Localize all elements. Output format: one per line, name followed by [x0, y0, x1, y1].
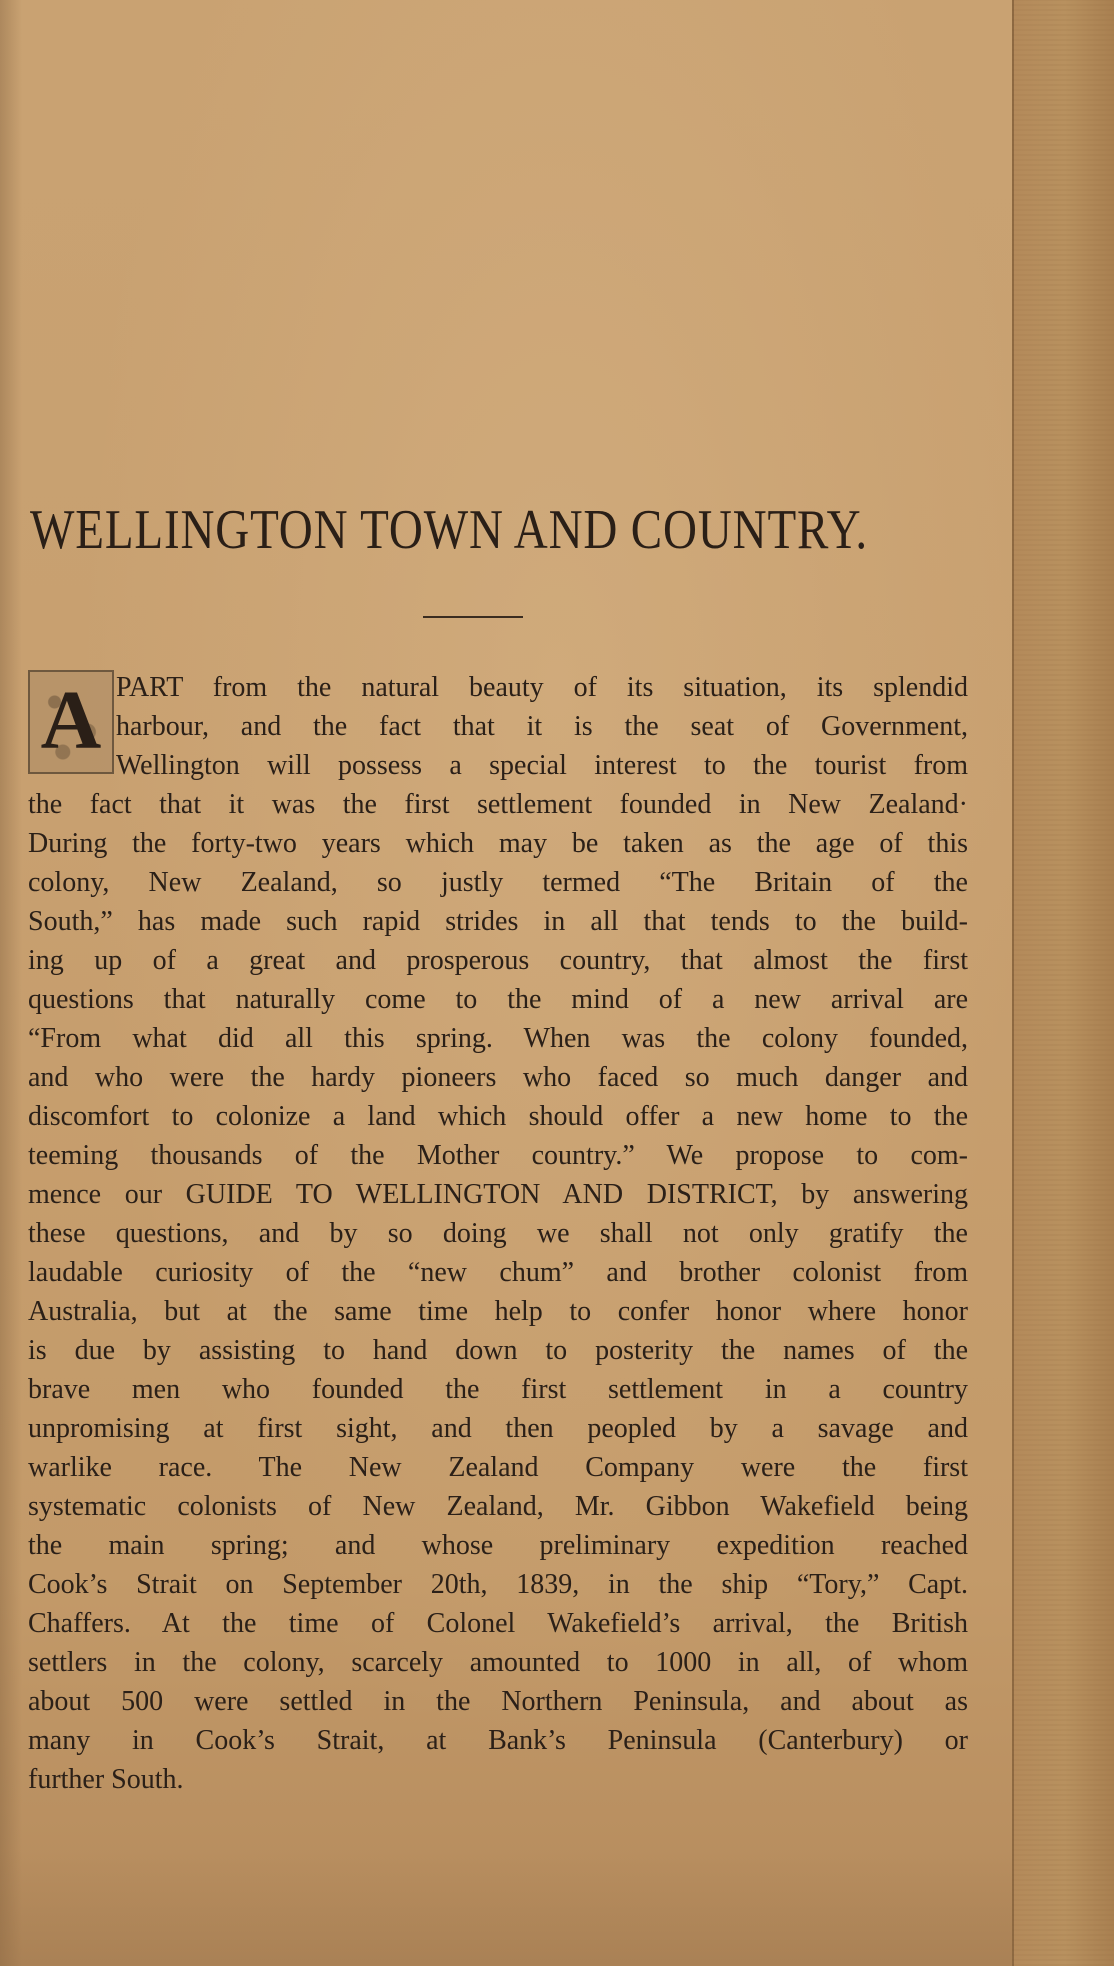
drop-cap-ornament	[28, 670, 114, 774]
paragraph-line: settlers in the colony, scarcely amounted to 1000 in all, of whom	[28, 1647, 968, 1678]
paragraph-line: further South.	[28, 1764, 184, 1795]
page-left-edge	[0, 0, 22, 1966]
paragraph-line: about 500 were settled in the Northern Peninsula, and about as	[28, 1686, 968, 1717]
paragraph-line: PART from the natural beauty of its situation, its splendid	[116, 672, 968, 703]
paragraph-line: and who were the hardy pioneers who faced so much danger and	[28, 1062, 968, 1093]
paragraph-line: systematic colonists of New Zealand, Mr. Gibbon Wakefield being	[28, 1491, 968, 1522]
paragraph-line: harbour, and the fact that it is the seat of Government,	[116, 711, 968, 742]
paragraph-line: many in Cook’s Strait, at Bank’s Peninsula (Canterbury) or	[28, 1725, 968, 1756]
paragraph-line: ing up of a great and prosperous country, that almost the first	[28, 945, 968, 976]
paragraph-line: discomfort to colonize a land which should offer a new home to the	[28, 1101, 968, 1132]
paragraph-line: questions that naturally come to the mind of a new arrival are	[28, 984, 968, 1015]
page-bottom-shade	[0, 1850, 1012, 1966]
paragraph-line: South,” has made such rapid strides in all that tends to the build-	[28, 906, 968, 937]
paragraph-line: “From what did all this spring. When was the colony founded,	[28, 1023, 968, 1054]
drop-cap-letter: A	[40, 674, 102, 767]
paragraph-line: laudable curiosity of the “new chum” and brother colonist from	[28, 1257, 968, 1288]
paragraph-line: the fact that it was the first settlement founded in New Zealand·	[28, 789, 968, 820]
paragraph-line: unpromising at first sight, and then peopled by a savage and	[28, 1413, 968, 1444]
paragraph-line: colony, New Zealand, so justly termed “The Britain of the	[28, 867, 968, 898]
paragraph-line: During the forty-two years which may be taken as the age of this	[28, 828, 968, 859]
paragraph-line: Cook’s Strait on September 20th, 1839, in the ship “Tory,” Capt.	[28, 1569, 968, 1600]
paragraph-line: the main spring; and whose preliminary expedition reached	[28, 1530, 968, 1561]
paragraph-line: warlike race. The New Zealand Company were the first	[28, 1452, 968, 1483]
paragraph-line: brave men who founded the first settlement in a country	[28, 1374, 968, 1405]
page-right-margin-strip	[1012, 0, 1114, 1966]
paragraph-line: teeming thousands of the Mother country.” We propose to com-	[28, 1140, 968, 1171]
paragraph-line: Chaffers. At the time of Colonel Wakefield’s arrival, the British	[28, 1608, 968, 1639]
paragraph-line: is due by assisting to hand down to posterity the names of the	[28, 1335, 968, 1366]
paragraph-line: Wellington will possess a special interest to the tourist from	[116, 750, 968, 781]
paragraph-line: Australia, but at the same time help to confer honor where honor	[28, 1296, 968, 1327]
paragraph-line: these questions, and by so doing we shall not only gratify the	[28, 1218, 968, 1249]
page-title: WELLINGTON TOWN AND COUNTRY.	[30, 499, 868, 561]
title-rule	[423, 616, 523, 618]
paragraph-line: mence our GUIDE TO WELLINGTON AND DISTRICT, by answering	[28, 1179, 968, 1210]
